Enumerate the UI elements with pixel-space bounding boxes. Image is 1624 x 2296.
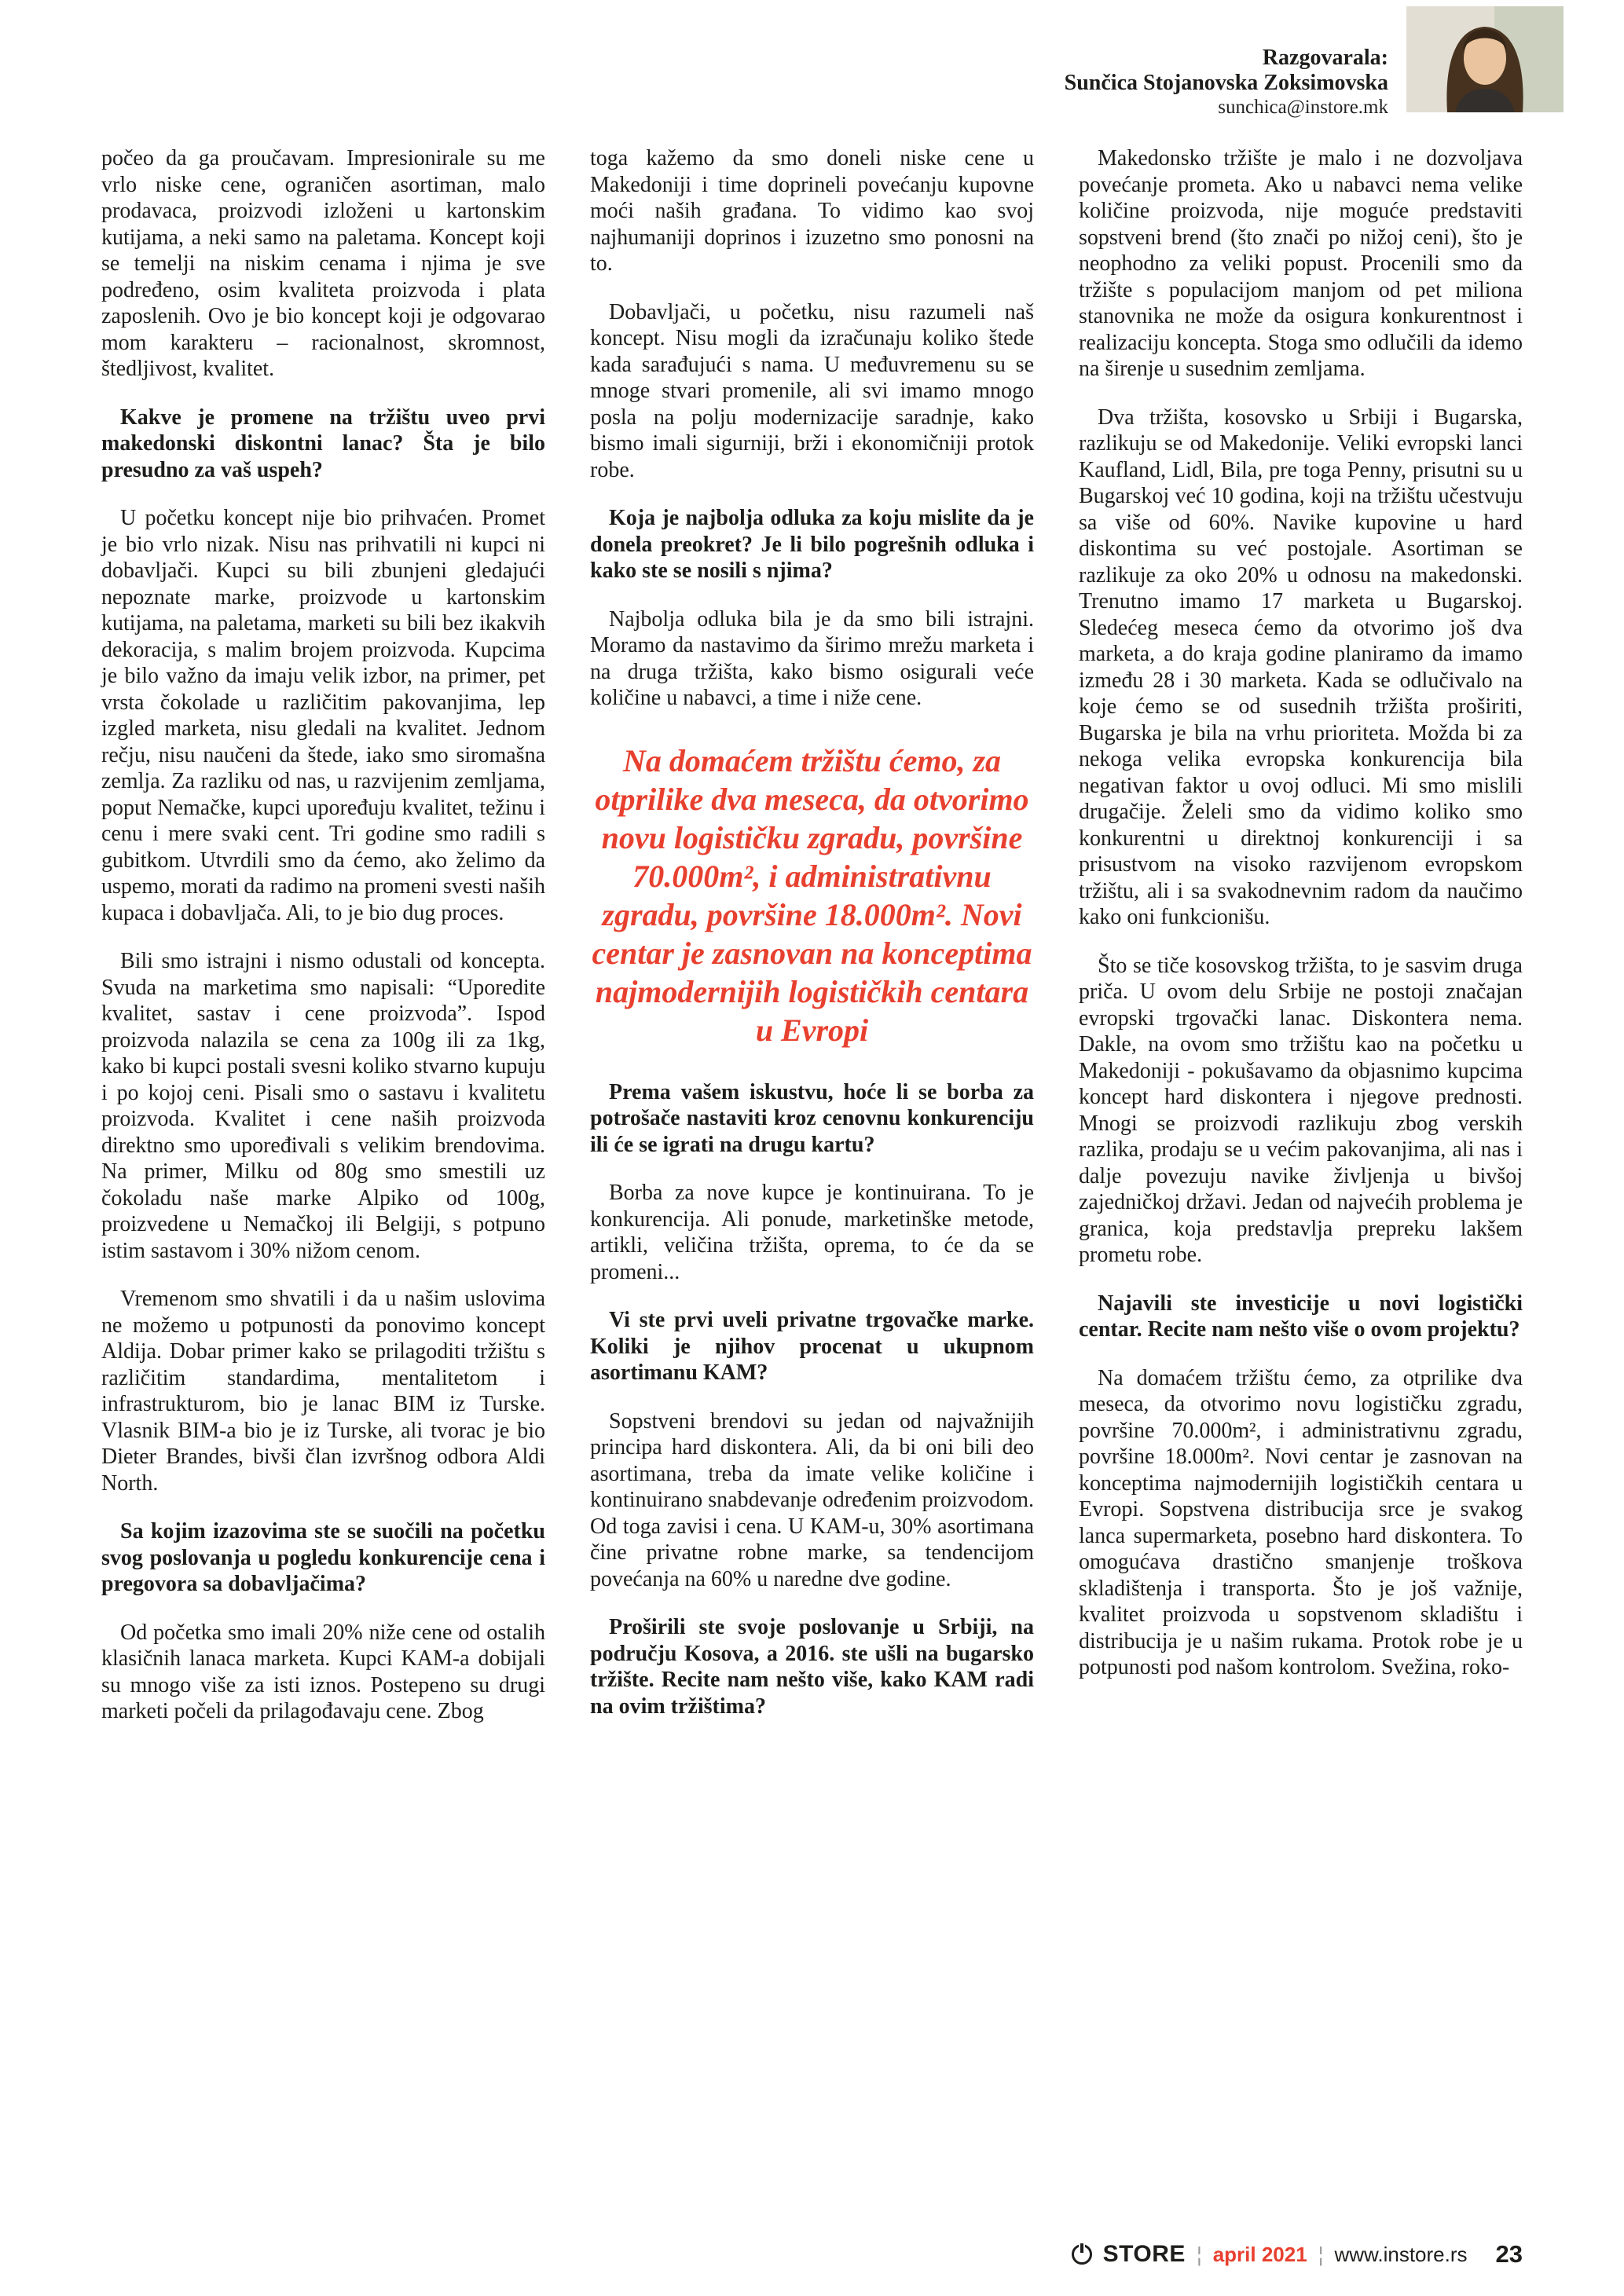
interview-question: Prema vašem iskustvu, hoće li se borba za potrošače nastaviti kroz cenovnu konkurenciju ili će se igrati na drugu kartu? [590, 1079, 1034, 1157]
article-paragraph: Vremenom smo shvatili i da u našim uslovima ne možemo u potpunosti da ponovimo koncept Aldija. Dobar primer kako se prilagoditi tržištu s različitim standardima, mentalitetom i infrastrukturom, bio je lanac BIM iz Turske. Vlasnik BIM-a bio je iz Turske, ali tvorac je bio Dieter Brandes, bivši član izvršnog odbora Aldi North. [101, 1287, 545, 1496]
article-paragraph: Dobavljači, u početku, nisu razumeli naš koncept. Nisu mogli da izračunaju koliko štede kada sarađujući s nama. U međuvremenu su se mnoge stvari promenile, ali svi imamo mnogo posla na polju modernizacije saradnje, kako bismo imali sigurniji, brži i ekonomičniji protok robe. [590, 299, 1034, 482]
article-paragraph: Borba za nove kupce je kontinuirana. To je konkurencija. Ali ponude, marketinške metode, artikli, veličina tržišta, oprema, to će da se promeni... [590, 1181, 1034, 1284]
magazine-website: www.instore.rs [1334, 2242, 1468, 2266]
article-body [101, 145, 1523, 2225]
pull-quote: Na domaćem tržištu ćemo, za otprilike dva meseca, da otvorimo novu logističku zgradu, površine 70.000m², i administrativnu zgradu, površine 18.000m². Novi centar je zasnovan na konceptima najmodernijih logističkih centara u Evropi [592, 742, 1032, 1048]
magazine-logo: STORE [1102, 2241, 1186, 2267]
footer-separator: ¦ [1318, 2242, 1324, 2266]
byline-label: Razgovarala: [1262, 46, 1388, 70]
article-paragraph: Na domaćem tržištu ćemo, za otprilike dva meseca, da otvorimo novu logističku zgradu, površine 70.000m², i administrativnu zgradu, površine 18.000m². Novi centar je zasnovan na konceptima najmodernijih logističkih centara u Evropi. Sopstvena distribucija srce je svakog lanca supermarketa, posebno hard diskontera. To omogućava drastično smanjenje troškova skladištenja i transporta. Što je još važnije, kvalitet proizvoda u sopstvenom skladištu i distribucija je u našim rukama. Protok robe je u potpunosti pod našom kontrolom. Svežina, roko- [1079, 1365, 1523, 1679]
article-column-1 [101, 145, 545, 2225]
article-paragraph: počeo da ga proučavam. Impresionirale su me vrlo niske cene, ograničen asortiman, malo prodavaca, proizvodi izloženi u kartonskim kutijama, a neki samo na paletama. Koncept koji se temelji na niskim cenama i njima je sve podređeno, osim kvaliteta proizvoda i plata zaposlenih. Ovo je bio koncept koji je odgovarao mom karakteru – racionalnost, skromnost, štedljivost, kvalitet. [101, 146, 545, 381]
byline-block [1065, 46, 1388, 119]
article-paragraph: Od početka smo imali 20% niže cene od ostalih klasičnih lanaca marketa. Kupci KAM-a dobijali su mnogo više za isti iznos. Postepeno su drugi marketi počeli da prilagođavaju cene. Zbog [101, 1620, 545, 1723]
page-number: 23 [1495, 2240, 1523, 2268]
article-paragraph: Bili smo istrajni i nismo odustali od koncepta. Svuda na marketima smo napisali: “Uporedite kvalitet, sastav i cene proizvoda”. Ispod proizvoda nalazila se cena za 100g ili za 1kg, kako bi kupci postali svesni koliko stvarno kupuju i po kojoj ceni. Pisali smo o sastavu i kvalitetu proizvoda. Kvalitet i cene naših proizvoda direktno smo upoređivali s velikim brendovima. Na primer, Milku od 80g smo smestili uz čokoladu naše marke Alpiko od 100g, proizvedene u Nemačkoj ili Belgiji, s potpuno istim sastavom i 30% nižom cenom. [101, 949, 545, 1263]
interview-question: Proširili ste svoje poslovanje u Srbiji, na području Kosova, a 2016. ste ušli na bugarsko tržište. Recite nam nešto više, kako KAM radi na ovim tržištima? [590, 1615, 1034, 1719]
footer-separator: ¦ [1196, 2242, 1202, 2266]
interview-question: Vi ste prvi uveli privatne trgovačke marke. Koliki je njihov procenat u ukupnom asortimanu KAM? [590, 1308, 1034, 1385]
article-paragraph: U početku koncept nije bio prihvaćen. Promet je bio vrlo nizak. Nisu nas prihvatili ni kupci ni dobavljači. Kupci su bili zbunjeni gledajući nepoznate marke, proizvode u kartonskim kutijama, na paletama, marketi su bili bez ikakvih dekoracija, s malim brojem proizvoda. Kupcima je bilo važno da imaju velik izbor, na primer, pet vrsta čokolade u različitim pakovanjima, lep izgled marketa, nisu gledali na kvalitet. Jednom rečju, nisu naučeni da štede, iako smo siromašna zemlja. Za razliku od nas, u razvijenim zemljama, poput Nemačke, kupci upoređuju kvalitet, težinu i cenu i mere svaki cent. Tri godine smo radili s gubitkom. Utvrdili smo da ćemo, ako želimo da uspemo, morati da radimo na promeni svesti naših kupaca i dobavljača. Ali, to je bio dug proces. [101, 506, 545, 925]
byline-email: sunchica@instore.mk [1218, 97, 1388, 118]
interview-question: Sa kojim izazovima ste se suočili na početku svog poslovanja u pogledu konkurencije cena i pregovora sa dobavljačima? [101, 1519, 545, 1596]
author-photo [1406, 6, 1564, 112]
article-paragraph: Sopstveni brendovi su jedan od najvažnijih principa hard diskontera. Ali, da bi oni bili deo asortimana, treba da imate velike količine i kontinuirano snabdevanje određenim proizvodom. Od toga zavisi i cena. U KAM-u, 30% asortimana čine privatne robne marke, sa tendencijom povećanja na 60% u naredne dve godine. [590, 1408, 1034, 1591]
article-paragraph: Najbolja odluka bila je da smo bili istrajni. Moramo da nastavimo da širimo mrežu marketa i na druga tržišta, kako bismo osigurali veće količine u nabavci, a time i niže cene. [590, 606, 1034, 710]
interview-question: Koja je najbolja odluka za koju mislite da je donela preokret? Je li bilo pogrešnih odluka i kako ste se nosili s njima? [590, 506, 1034, 583]
interview-question: Najavili ste investicije u novi logistički centar. Recite nam nešto više o ovom projektu? [1079, 1291, 1523, 1342]
article-column-2 [590, 145, 1034, 2225]
issue-date: april 2021 [1212, 2242, 1307, 2266]
interview-question: Kakve je promene na tržištu uveo prvi makedonski diskontni lanac? Šta je bilo presudno za vaš uspeh? [101, 405, 545, 482]
byline-author: Sunčica Stojanovska Zoksimovska [1064, 71, 1388, 95]
article-paragraph: Dva tržišta, kosovsko u Srbiji i Bugarska, razlikuju se od Makedonije. Veliki evropski lanci Kaufland, Lidl, Bila, pre toga Penny, prisutni su u Bugarskoj već 10 godina, koji na tržištu učestvuju sa više od 60%. Navike kupovine u hard diskontima su već postojale. Asortiman se razlikuje za oko 20% u odnosu na makedonski. Trenutno imamo 17 marketa u Bugarskoj. Sledećeg meseca ćemo da otvorimo još dva marketa, a do kraja godine planiramo da imamo između 28 i 30 marketa. Kada se odlučivalo na koje ćemo se od susednih tržišta proširiti, Bugarska je bila na vrhu prioriteta. Možda bi za nekoga velika evropska konkurencija bila negativan faktor u ovoj odluci. Mi smo mislili drugačije. Želeli smo da vidimo koliko smo konkurentni u direktnoj konkurenciji i sa prisustvom na visoko razvijenom evropskom tržištu, ali i sa svakodnevnim radom da naučimo kako oni funkcionišu. [1079, 405, 1523, 929]
article-paragraph: Makedonsko tržište je malo i ne dozvoljava povećanje prometa. Ako u nabavci nema velike količine proizvoda, nije moguće predstaviti sopstveni brend (što znači po nižoj ceni), što je neophodno za veliki popust. Procenili smo da tržište s populacijom manjom od pet miliona stanovnika ne može da osigura konkurentnost i realizaciju koncepta. Stoga smo odlučili da idemo na širenje u susednim zemljama. [1079, 146, 1523, 381]
page-header [0, 0, 1624, 141]
article-paragraph: Što se tiče kosovskog tržišta, to je sasvim druga priča. U ovom delu Srbije ne postoji značajan evropski trgovački lanac. Diskontera nema. Dakle, na ovom smo tržištu kao na početku u Makedoniji - pokušavamo da objasnimo kupcima koncept hard diskontera i njegove prednosti. Mnogi se proizvodi razlikuju zbog verskih razlika, prodaju se u većim pakovanjima, ali nas i dalje povezuju navike življenja u bivšoj zajedničkoj državi. Jedan od najvećih problema je granica, koja predstavlja prepreku lakšem prometu robe. [1079, 953, 1523, 1267]
store-logo-icon [1072, 2244, 1092, 2265]
page-footer [101, 2240, 1523, 2269]
article-column-3 [1079, 145, 1523, 2225]
article-paragraph: toga kažemo da smo doneli niske cene u Makedoniji i time doprineli povećanju kupovne moći naših građana. To vidimo kao svoj najhumaniji doprinos i izuzetno smo ponosni na to. [590, 146, 1034, 276]
